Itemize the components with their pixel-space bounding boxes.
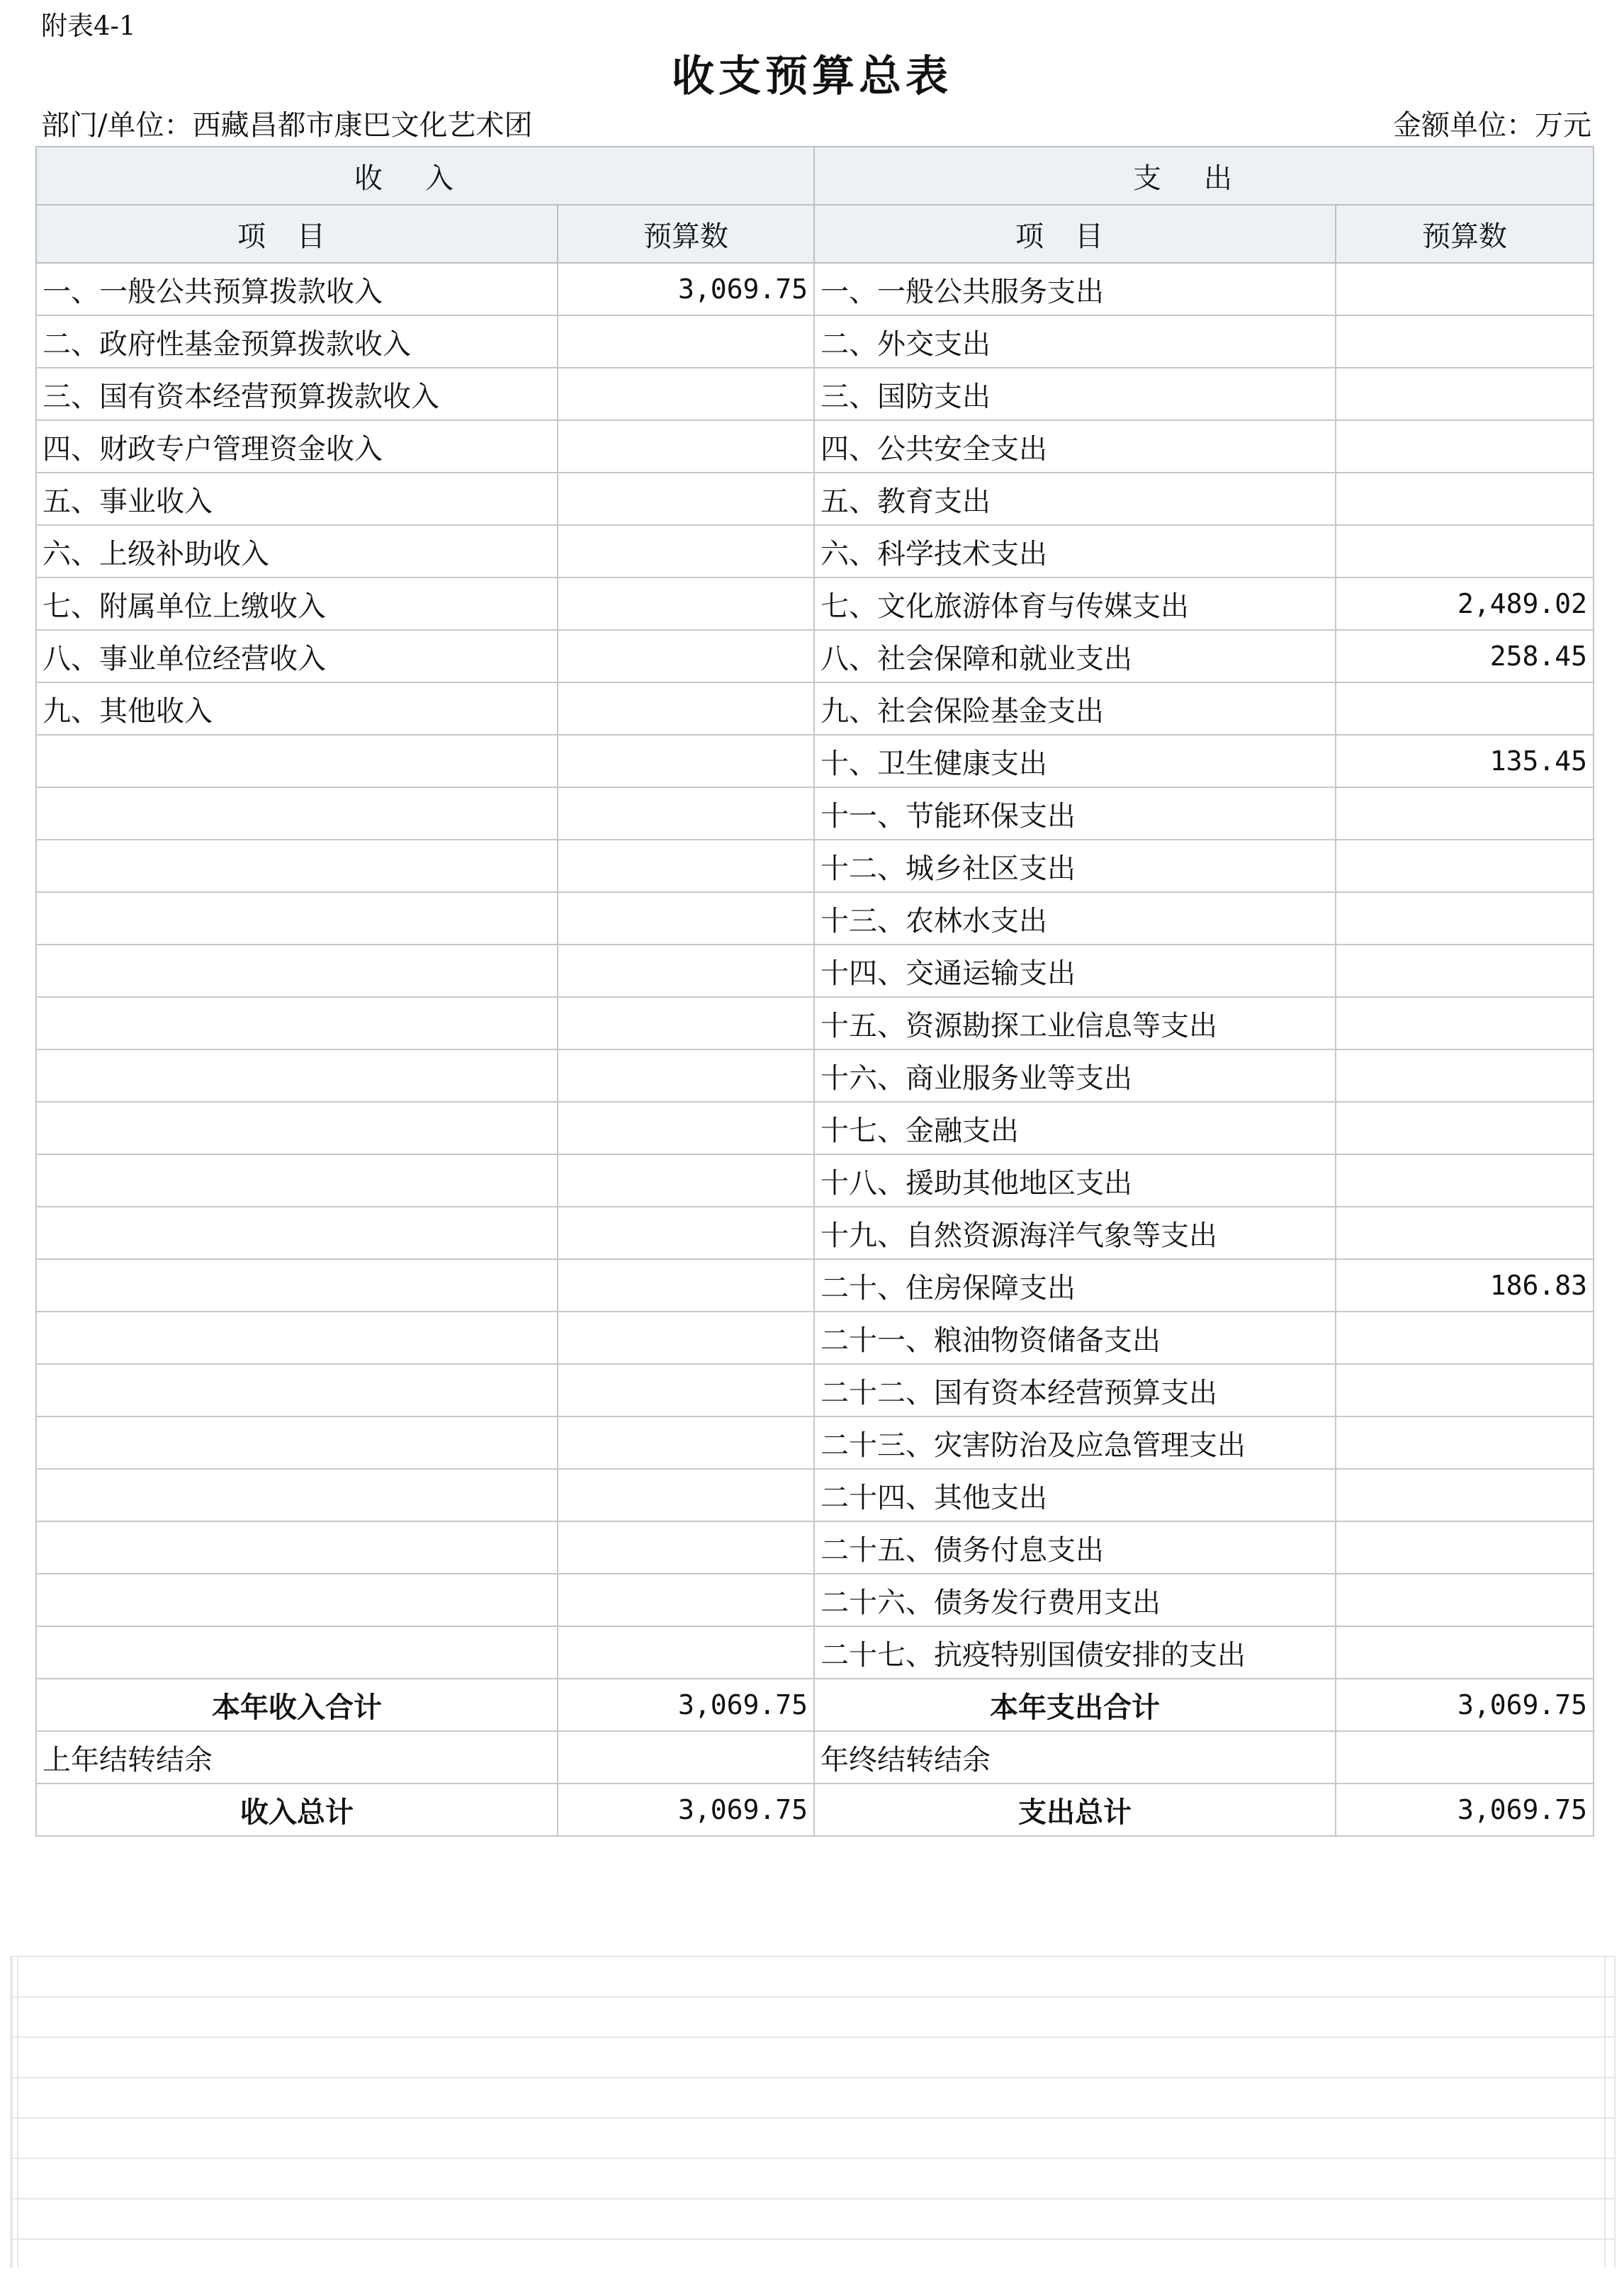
expense-item: 二、外交支出: [814, 315, 1336, 368]
table-row: [36, 735, 1594, 787]
income-item: [36, 1364, 558, 1416]
expense-amount: 135.45: [1336, 735, 1594, 787]
income-item: [36, 892, 558, 945]
unit-label: 金额单位：万元: [1393, 109, 1591, 142]
income-amount: [558, 630, 814, 682]
expense-item: 二十七、抗疫特别国债安排的支出: [814, 1626, 1336, 1679]
expense-amount: [1336, 1626, 1594, 1679]
table-row: [36, 1521, 1594, 1574]
income-amount: [558, 1574, 814, 1626]
expense-amount: [1336, 997, 1594, 1049]
table-row: [36, 892, 1594, 945]
expense-item: 七、文化旅游体育与传媒支出: [814, 578, 1336, 630]
expense-item: 一、一般公共服务支出: [814, 263, 1336, 315]
carryover-out-amount: [1336, 1731, 1594, 1784]
income-item: [36, 1521, 558, 1574]
income-amount: [558, 735, 814, 787]
income-item-header: 项目: [36, 205, 558, 263]
income-item: 五、事业收入: [36, 473, 558, 525]
income-item: 一、一般公共预算拨款收入: [36, 263, 558, 315]
expense-item: 二十四、其他支出: [814, 1469, 1336, 1521]
income-item: 九、其他收入: [36, 682, 558, 735]
table-row: [36, 1102, 1594, 1154]
section-header-row: [36, 147, 1594, 205]
expense-item: 二十五、债务付息支出: [814, 1521, 1336, 1574]
expense-amount-header: 预算数: [1336, 205, 1594, 263]
income-item: [36, 945, 558, 997]
carryover-row: [36, 1731, 1594, 1784]
expense-item: 二十二、国有资本经营预算支出: [814, 1364, 1336, 1416]
income-amount: [558, 525, 814, 578]
expense-amount: [1336, 1207, 1594, 1259]
income-item: [36, 1626, 558, 1679]
table-row: [36, 1574, 1594, 1626]
carryover-out-label: 年终结转结余: [814, 1731, 1336, 1784]
carryover-in-label: 上年结转结余: [36, 1731, 558, 1784]
income-amount: [558, 997, 814, 1049]
expense-amount: [1336, 1312, 1594, 1364]
income-item: 八、事业单位经营收入: [36, 630, 558, 682]
income-amount: [558, 1259, 814, 1312]
income-item: [36, 1416, 558, 1469]
expense-item-header: 项目: [814, 205, 1336, 263]
expense-item: 十六、商业服务业等支出: [814, 1049, 1336, 1102]
income-amount: [558, 578, 814, 630]
income-amount: [558, 1102, 814, 1154]
income-amount: [558, 1521, 814, 1574]
income-amount: 3,069.75: [558, 263, 814, 315]
expense-item: 十九、自然资源海洋气象等支出: [814, 1207, 1336, 1259]
expense-amount: [1336, 787, 1594, 840]
income-item: [36, 1574, 558, 1626]
expense-total-label: 支出总计: [814, 1784, 1336, 1836]
expense-item: 六、科学技术支出: [814, 525, 1336, 578]
income-item: [36, 1259, 558, 1312]
table-row: [36, 630, 1594, 682]
expense-item: 三、国防支出: [814, 368, 1336, 420]
expense-item: 二十一、粮油物资储备支出: [814, 1312, 1336, 1364]
income-amount: [558, 1207, 814, 1259]
table-row: [36, 578, 1594, 630]
column-header-row: [36, 205, 1594, 263]
expense-item: 十、卫生健康支出: [814, 735, 1336, 787]
expense-amount: [1336, 892, 1594, 945]
expense-amount: [1336, 840, 1594, 892]
income-item: 三、国有资本经营预算拨款收入: [36, 368, 558, 420]
expense-amount: [1336, 525, 1594, 578]
expense-amount: [1336, 420, 1594, 473]
income-item: 二、政府性基金预算拨款收入: [36, 315, 558, 368]
income-amount: [558, 1469, 814, 1521]
table-row: [36, 945, 1594, 997]
expense-item: 二十、住房保障支出: [814, 1259, 1336, 1312]
expense-amount: [1336, 1469, 1594, 1521]
page-title: 收支预算总表: [672, 52, 952, 101]
expense-amount: [1336, 263, 1594, 315]
income-amount: [558, 892, 814, 945]
income-item: [36, 1469, 558, 1521]
expense-amount: [1336, 1102, 1594, 1154]
income-amount-header: 预算数: [558, 205, 814, 263]
income-amount: [558, 473, 814, 525]
expense-amount: [1336, 368, 1594, 420]
expense-item: 五、教育支出: [814, 473, 1336, 525]
table-row: [36, 787, 1594, 840]
income-amount: [558, 1626, 814, 1679]
department-label: 部门/单位：西藏昌都市康巴文化艺术团: [41, 109, 533, 142]
expense-amount: [1336, 945, 1594, 997]
expense-amount: 2,489.02: [1336, 578, 1594, 630]
income-item: 六、上级补助收入: [36, 525, 558, 578]
income-amount: [558, 1416, 814, 1469]
table-row: [36, 1049, 1594, 1102]
table-row: [36, 1416, 1594, 1469]
income-subtotal-amount: 3,069.75: [558, 1679, 814, 1731]
income-amount: [558, 787, 814, 840]
expense-item: 八、社会保障和就业支出: [814, 630, 1336, 682]
expense-item: 四、公共安全支出: [814, 420, 1336, 473]
table-row: [36, 1626, 1594, 1679]
expense-amount: 258.45: [1336, 630, 1594, 682]
income-item: [36, 1049, 558, 1102]
expense-item: 九、社会保险基金支出: [814, 682, 1336, 735]
table-row: [36, 473, 1594, 525]
income-amount: [558, 840, 814, 892]
expense-amount: [1336, 1521, 1594, 1574]
income-amount: [558, 1364, 814, 1416]
income-total-amount: 3,069.75: [558, 1784, 814, 1836]
table-row: [36, 1364, 1594, 1416]
expense-item: 二十六、债务发行费用支出: [814, 1574, 1336, 1626]
expense-amount: [1336, 1154, 1594, 1207]
income-item: [36, 1207, 558, 1259]
income-amount: [558, 368, 814, 420]
expense-item: 十三、农林水支出: [814, 892, 1336, 945]
income-item: 七、附属单位上缴收入: [36, 578, 558, 630]
table-row: [36, 840, 1594, 892]
income-item: [36, 787, 558, 840]
income-amount: [558, 315, 814, 368]
expense-amount: [1336, 1574, 1594, 1626]
income-amount: [558, 945, 814, 997]
expense-item: 十七、金融支出: [814, 1102, 1336, 1154]
expense-item: 十四、交通运输支出: [814, 945, 1336, 997]
income-amount: [558, 1049, 814, 1102]
empty-sheet-grid: [10, 1956, 1615, 2267]
income-section-header: 收入: [36, 147, 814, 205]
table-row: [36, 1259, 1594, 1312]
table-row: [36, 682, 1594, 735]
table-row: [36, 1154, 1594, 1207]
expense-amount: [1336, 1416, 1594, 1469]
expense-item: 十五、资源勘探工业信息等支出: [814, 997, 1336, 1049]
income-amount: [558, 1154, 814, 1207]
table-row: [36, 997, 1594, 1049]
expense-amount: [1336, 1364, 1594, 1416]
attachment-label: 附表4-1: [41, 11, 136, 41]
table-row: [36, 1312, 1594, 1364]
total-row: [36, 1784, 1594, 1836]
expense-section-header: 支出: [814, 147, 1594, 205]
expense-item: 十二、城乡社区支出: [814, 840, 1336, 892]
income-item: [36, 735, 558, 787]
expense-subtotal-label: 本年支出合计: [814, 1679, 1336, 1731]
income-item: [36, 997, 558, 1049]
income-amount: [558, 682, 814, 735]
table-row: [36, 420, 1594, 473]
income-item: [36, 840, 558, 892]
table-row: [36, 315, 1594, 368]
table-row: [36, 525, 1594, 578]
subtotal-row: [36, 1679, 1594, 1731]
expense-amount: 186.83: [1336, 1259, 1594, 1312]
income-item: [36, 1154, 558, 1207]
income-item: [36, 1102, 558, 1154]
income-amount: [558, 420, 814, 473]
budget-table: [35, 146, 1594, 1837]
income-amount: [558, 1312, 814, 1364]
income-subtotal-label: 本年收入合计: [36, 1679, 558, 1731]
expense-item: 十一、节能环保支出: [814, 787, 1336, 840]
table-row: [36, 368, 1594, 420]
income-total-label: 收入总计: [36, 1784, 558, 1836]
expense-subtotal-amount: 3,069.75: [1336, 1679, 1594, 1731]
expense-total-amount: 3,069.75: [1336, 1784, 1594, 1836]
income-item: 四、财政专户管理资金收入: [36, 420, 558, 473]
table-row: [36, 1469, 1594, 1521]
table-row: [36, 263, 1594, 315]
expense-item: 十八、援助其他地区支出: [814, 1154, 1336, 1207]
expense-amount: [1336, 682, 1594, 735]
expense-amount: [1336, 315, 1594, 368]
expense-item: 二十三、灾害防治及应急管理支出: [814, 1416, 1336, 1469]
income-item: [36, 1312, 558, 1364]
table-row: [36, 1207, 1594, 1259]
carryover-in-amount: [558, 1731, 814, 1784]
expense-amount: [1336, 473, 1594, 525]
expense-amount: [1336, 1049, 1594, 1102]
